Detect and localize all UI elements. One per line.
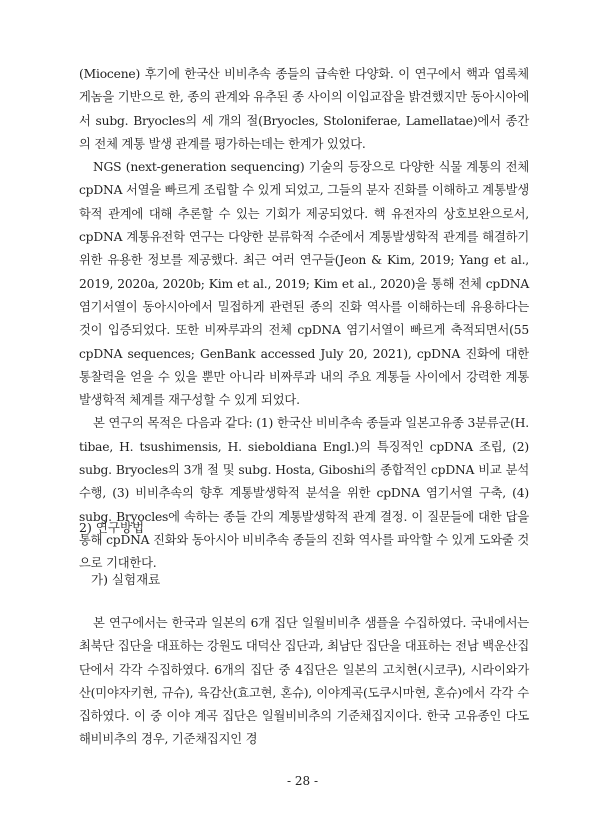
intro-paragraph-2: NGS (next-generation sequencing) 기술의 등장으로 다양한 식물 계통의 전체 cpDNA 서열을 빠르게 조립할 수 있게 되었고, 그들의 분자 진화를 이해하고 계통발생학적 관계에 대해 추론할 수 있는 기회가 제공되었다. 핵 유전자의 상호보완으로서, cpDNA 계통유전학 연구는 다양한 분류학적 수준에서 계통발생학적 관계를 해결하기 위한 유용한 정보를 제공했다. 최근 여러 연구들(Jeon & Kim, 2019; Yang et al., 2019, 2020a, 2020b; Kim et al., 2019; Kim et al., 2020)을 통해 전체 cpDNA 염기서열이 동아시아에서 밀접하게 관련된 종의 진화 역사를 이해하는데 유용하다는 것이 입증되었다. 또한 비짜루과의 전체 cpDNA 염기서열이 빠르게 축적되면서(55 cpDNA sequences; GenBank accessed July 20, 2021), cpDNA 진화에 대한 통찰력을 얻을 수 있을 뿐만 아니라 비짜루과 내의 주요 계통들 사이에서 강력한 계통발생학적 체계를 재구성할 수 있게 되었다. — [79, 160, 529, 408]
introduction-body — [79, 63, 529, 576]
intro-paragraph-3: 본 연구의 목적은 다음과 같다: (1) 한국산 비비추속 종들과 일본고유종 3분류군(H. tibae, H. tsushimensis, H. sieboldiana Engl.)의 특징적인 cpDNA 조립, (2) subg. Bryocles의 3개 절 및 subg. Hosta, Giboshi의 종합적인 cpDNA 비교 분석 수행, (3) 비비추속의 향후 계통발생학적 분석을 위한 cpDNA 염기서열 구축, (4) subg. Bryocles에 속하는 종들 간의 계통발생학적 관계 결정. 이 질문들에 대한 답을 통해 cpDNA 진화와 동아시아 비비추속 종들의 진화 역사를 파악할 수 있게 도와줄 것으로 기대한다. — [79, 416, 529, 571]
intro-paragraph-1: (Miocene) 후기에 한국산 비비추속 종들의 급속한 다양화. 이 연구에서 핵과 엽록체 게놈을 기반으로 한, 종의 관계와 유추된 종 사이의 이입교잡을 밝견했지만 동아시아에서 subg. Bryocles의 세 개의 절(Bryocles, Stoloniferae, Lamellatae)에서 종간의 전체 계통 발생 관계를 평가하는데는 한계가 있었다. — [79, 67, 529, 151]
materials-paragraph-1: 본 연구에서는 한국과 일본의 6개 집단 일월비비추 샘플을 수집하였다. 국내에서는 최북단 집단을 대표하는 강원도 대덕산 집단과, 최남단 집단을 대표하는 전남 백운산집단에서 각각 수집하였다. 6개의 집단 중 4집단은 일본의 고치현(시코쿠), 시라이와가산(미야자키현, 규슈), 육감산(효고현, 혼슈), 이야계곡(도쿠시마현, 혼슈)에서 각각 수집하였다. 이 중 이야 계곡 집단은 일월비비추의 기준채집지이다. 한국 고유종인 다도해비비추의 경우, 기준채집지인 경 — [79, 616, 529, 747]
subsection-heading-materials: 가) 실험재료 — [91, 572, 161, 587]
materials-body — [79, 612, 529, 752]
page-number: - 28 - — [286, 774, 318, 788]
section-heading-methods: 2) 연구방법 — [79, 520, 145, 535]
